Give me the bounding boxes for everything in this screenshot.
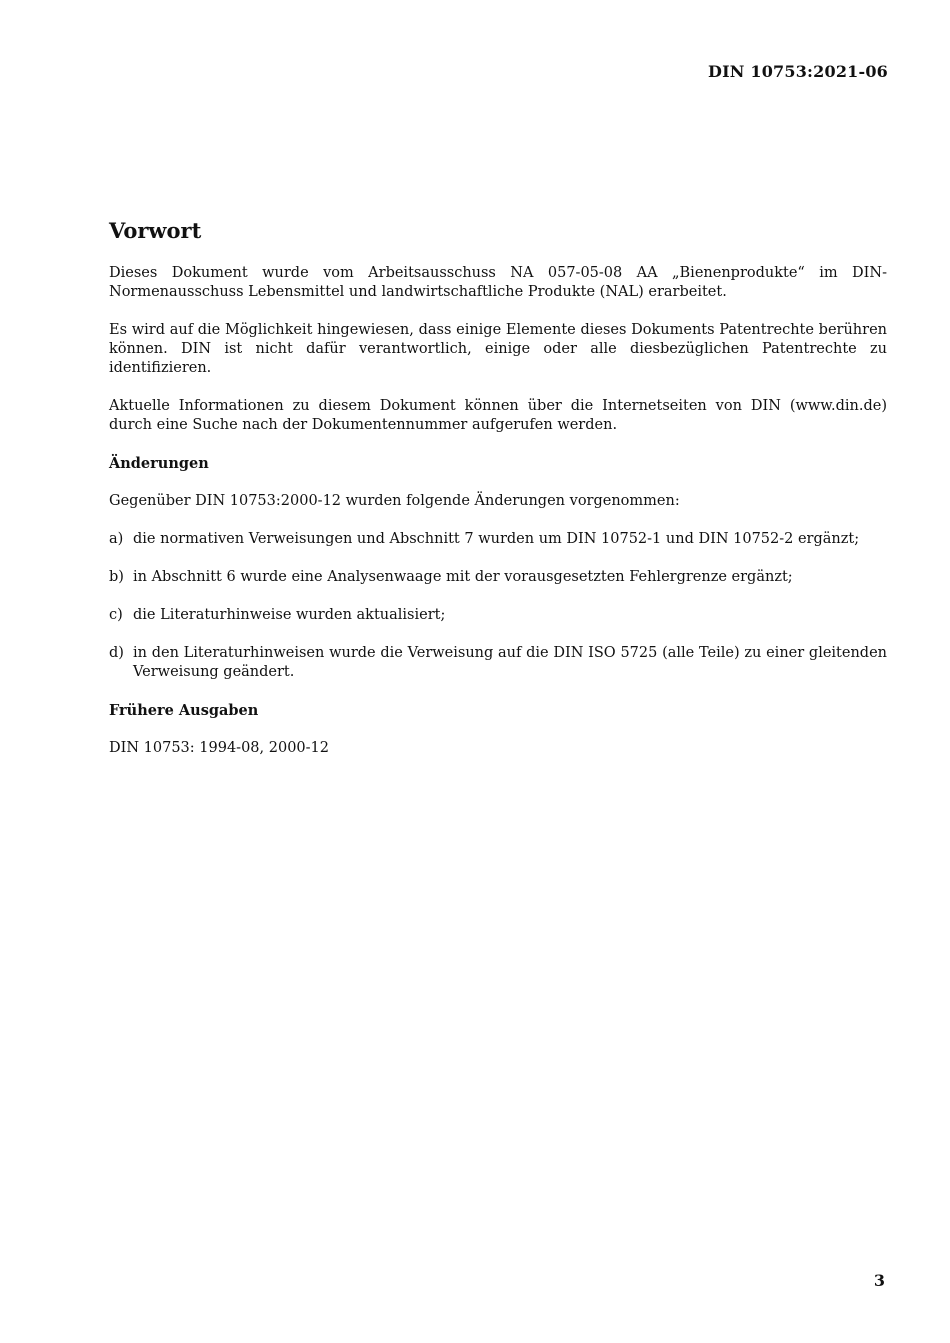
previous-editions-title: Frühere Ausgaben — [109, 702, 259, 719]
changes-title: Änderungen — [109, 455, 209, 472]
list-marker: c) — [109, 607, 123, 623]
foreword-paragraph-2: Es wird auf die Möglichkeit hingewiesen, dass einige Elemente dieses Dokuments Patentrechte berühren können. DIN ist nicht dafür verantwortlich, einige oder alle diesbezüglichen Patentrechte zu identifizieren. — [109, 322, 887, 376]
previous-editions-text: DIN 10753: 1994-08, 2000-12 — [109, 740, 329, 756]
list-item — [109, 644, 887, 682]
list-text: in den Literaturhinweisen wurde die Verweisung auf die DIN ISO 5725 (alle Teile) zu einer gleitenden Verweisung geändert. — [133, 645, 887, 680]
list-item — [109, 530, 887, 549]
document-body — [109, 218, 887, 777]
foreword-paragraph-1: Dieses Dokument wurde vom Arbeitsausschuss NA 057-05-08 AA „Bienenprodukte“ im DIN-Normenausschuss Lebensmittel und landwirtschaftliche Produkte (NAL) erarbeitet. — [109, 265, 887, 300]
changes-list — [109, 530, 887, 682]
list-marker: d) — [109, 645, 124, 661]
list-item — [109, 606, 887, 625]
list-text: die normativen Verweisungen und Abschnitt 7 wurden um DIN 10752-1 und DIN 10752-2 ergänzt; — [133, 531, 860, 547]
list-marker: a) — [109, 531, 124, 547]
list-item — [109, 568, 887, 587]
list-text: die Literaturhinweise wurden aktualisiert; — [133, 607, 446, 623]
list-text: in Abschnitt 6 wurde eine Analysenwaage mit der vorausgesetzten Fehlergrenze ergänzt; — [133, 569, 793, 585]
changes-intro: Gegenüber DIN 10753:2000-12 wurden folgende Änderungen vorgenommen: — [109, 493, 680, 509]
foreword-paragraph-3: Aktuelle Informationen zu diesem Dokument können über die Internetseiten von DIN (www.din.de) durch eine Suche nach der Dokumentennummer aufgerufen werden. — [109, 398, 887, 433]
foreword-title: Vorwort — [109, 218, 202, 243]
list-marker: b) — [109, 569, 124, 585]
page-number: 3 — [873, 1271, 885, 1290]
document-id: DIN 10753:2021-06 — [708, 62, 888, 81]
